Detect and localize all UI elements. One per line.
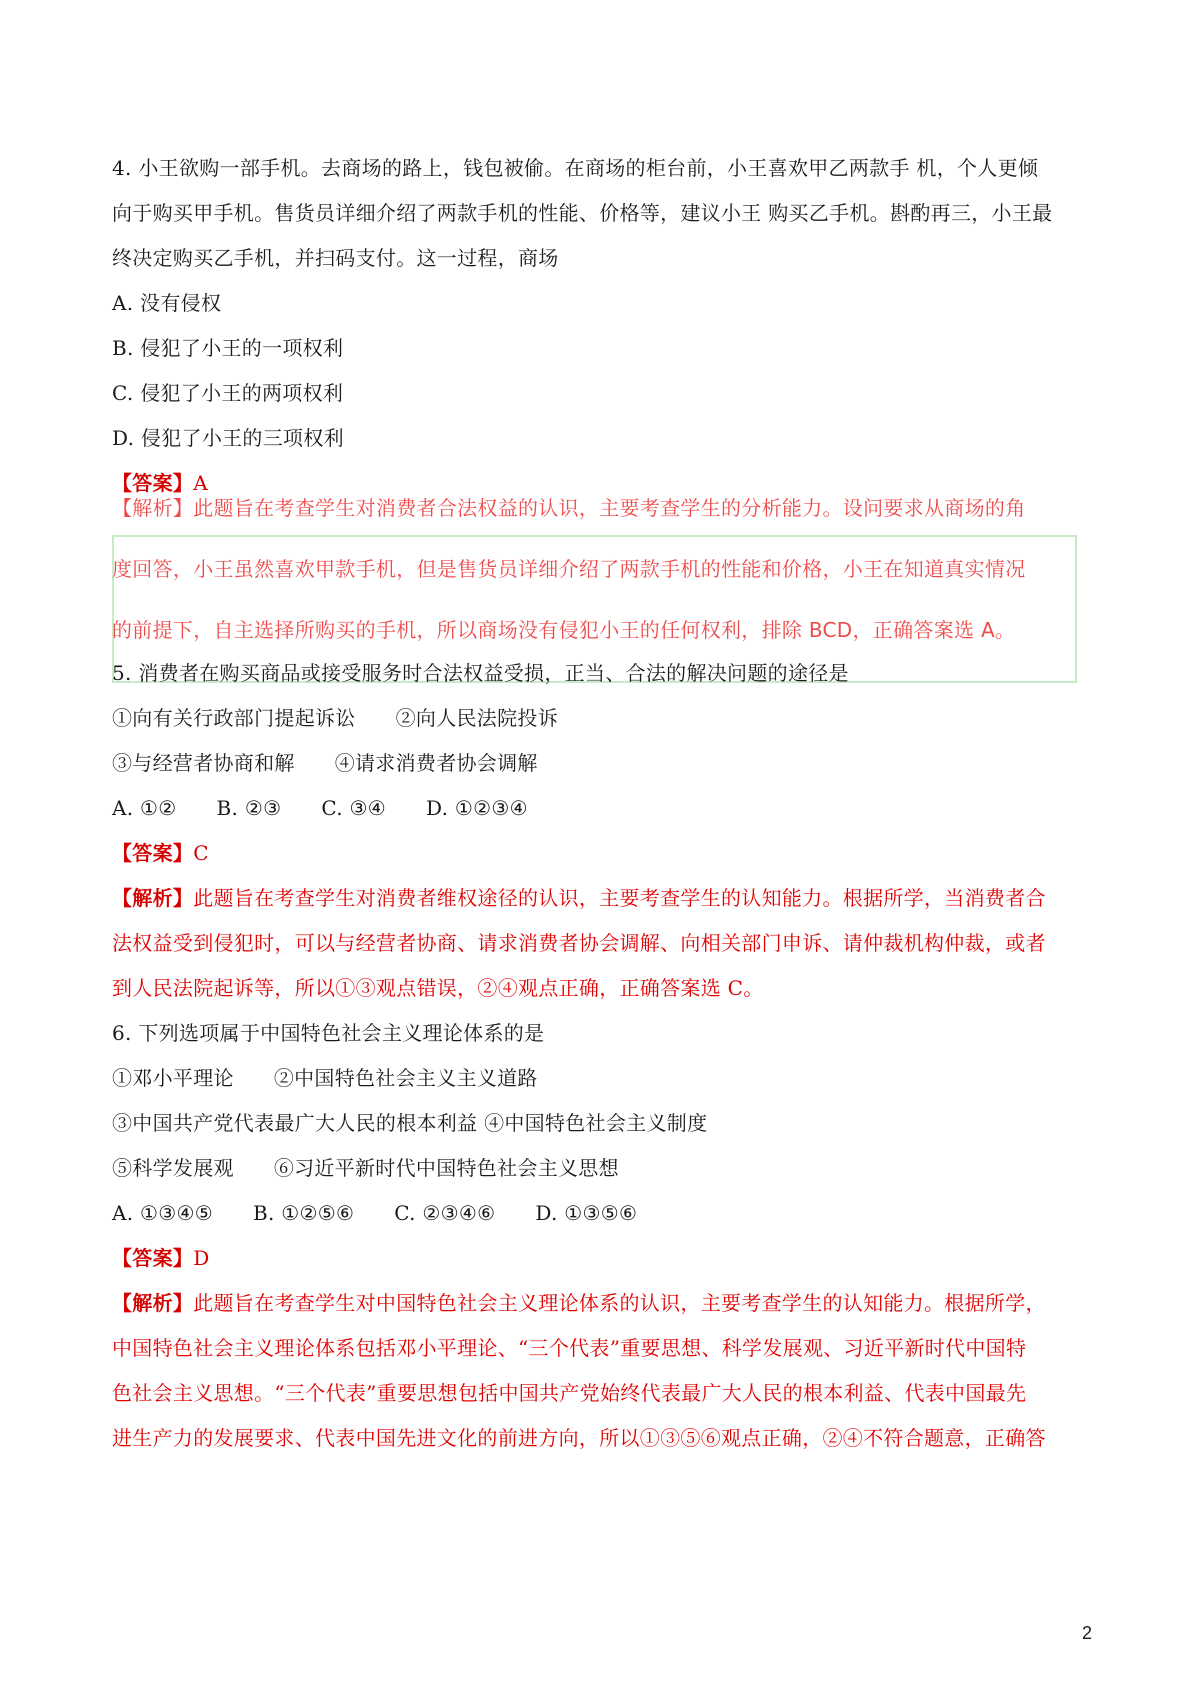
q4-option-d: D. 侵犯了小王的三项权利 [112, 426, 344, 450]
q5-item-1: ①向有关行政部门提起诉讼 [112, 706, 356, 730]
q6-item-3: ③中国共产党代表最广大人民的根本利益 [112, 1111, 478, 1135]
analysis-text: 此题旨在考查学生对消费者维权途径的认识，主要考查学生的认知能力。根据所学，当消费者合 [193, 886, 1046, 910]
answer-value: A [193, 471, 208, 495]
q5-option-c: C. ③④ [321, 796, 386, 820]
answer-label: 【答案】 [112, 841, 194, 865]
q5-option-a: A. ①② [112, 796, 177, 820]
q4-option-b: B. 侵犯了小王的一项权利 [112, 336, 344, 360]
q6-item-2: ②中国特色社会主义主义道路 [273, 1066, 538, 1090]
q6-option-d: D. ①③⑤⑥ [535, 1201, 638, 1225]
q6-answer [112, 1245, 210, 1271]
q6-items-row-2 [112, 1110, 707, 1136]
q5-option-b: B. ②③ [216, 796, 282, 820]
q4-stem-line-3: 终决定购买乙手机，并扫码支付。这一过程，商场 [112, 246, 559, 270]
q5-item-2: ②向人民法院投诉 [395, 706, 559, 730]
q5-item-3: ③与经营者协商和解 [112, 751, 295, 775]
q4-option-a: A. 没有侵权 [112, 291, 222, 315]
q6-stem: 6. 下列选项属于中国特色社会主义理论体系的是 [112, 1021, 545, 1045]
q5-answer [112, 840, 209, 866]
analysis-text: 此题旨在考查学生对消费者合法权益的认识，主要考查学生的分析能力。设问要求从商场的角 [193, 496, 1026, 520]
q4-answer [112, 470, 208, 496]
analysis-label: 【解析】 [112, 1291, 194, 1315]
q6-option-a: A. ①③④⑤ [112, 1201, 213, 1225]
q5-stem: 5. 消费者在购买商品或接受服务时合法权益受损，正当、合法的解决问题的途径是 [112, 661, 849, 685]
q6-items-row-3 [112, 1155, 659, 1181]
analysis-label: 【解析】 [112, 886, 194, 910]
analysis-label: 【解析】 [112, 496, 194, 520]
q4-analysis-line-3: 的前提下，自主选择所购买的手机，所以商场没有侵犯小王的任何权利，排除 BCD，正确答案选 A。 [112, 618, 1016, 642]
q4-stem-line-2: 向于购买甲手机。售货员详细介绍了两款手机的性能、价格等，建议小王 购买乙手机。斟酌再三，小王最 [112, 201, 1053, 225]
q6-item-5: ⑤科学发展观 [112, 1156, 234, 1180]
q5-analysis-line-2: 法权益受到侵犯时，可以与经营者协商、请求消费者协会调解、向相关部门申诉、请仲裁机构仲裁，或者 [112, 931, 1046, 955]
q6-analysis-line-1 [112, 1290, 1097, 1316]
q4-analysis-line-2: 度回答，小王虽然喜欢甲款手机，但是售货员详细介绍了两款手机的性能和价格，小王在知道真实情况 [112, 557, 1026, 581]
q6-analysis-line-4: 进生产力的发展要求、代表中国先进文化的前进方向，所以①③⑤⑥观点正确，②④不符合题意，正确答 [112, 1426, 1046, 1450]
q4-option-c: C. 侵犯了小王的两项权利 [112, 381, 344, 405]
q5-analysis-line-3: 到人民法院起诉等，所以①③观点错误，②④观点正确，正确答案选 C。 [112, 976, 764, 1000]
q6-item-6: ⑥习近平新时代中国特色社会主义思想 [273, 1156, 619, 1180]
answer-label: 【答案】 [112, 1246, 194, 1270]
q5-items-row-2 [112, 750, 578, 776]
q5-options [112, 795, 568, 821]
q6-options [112, 1200, 677, 1226]
q4-analysis-line-1 [112, 495, 1026, 521]
q5-item-4: ④请求消费者协会调解 [334, 751, 538, 775]
q5-option-d: D. ①②③④ [425, 796, 528, 820]
q6-analysis-line-3: 色社会主义思想。“三个代表”重要思想包括中国共产党始终代表最广大人民的根本利益、代表中国最先 [112, 1381, 1027, 1405]
q6-item-4: ④中国特色社会主义制度 [484, 1111, 708, 1135]
answer-label: 【答案】 [112, 471, 194, 495]
q5-analysis-line-1 [112, 885, 1097, 911]
q6-analysis-line-2: 中国特色社会主义理论体系包括邓小平理论、“三个代表”重要思想、科学发展观、习近平新时代中国特 [112, 1336, 1027, 1360]
q6-items-row-1 [112, 1065, 578, 1091]
page-number: 2 [1082, 1623, 1093, 1643]
q6-option-b: B. ①②⑤⑥ [252, 1201, 355, 1225]
answer-value: D [193, 1246, 210, 1270]
q4-stem-line-1: 4. 小王欲购一部手机。去商场的路上，钱包被偷。在商场的柜台前，小王喜欢甲乙两款手 机，个人更倾 [112, 156, 1039, 180]
q6-option-c: C. ②③④⑥ [394, 1201, 496, 1225]
q6-item-1: ①邓小平理论 [112, 1066, 234, 1090]
analysis-text: 此题旨在考查学生对中国特色社会主义理论体系的认识，主要考查学生的认知能力。根据所学， [193, 1291, 1046, 1315]
q5-items-row-1 [112, 705, 598, 731]
answer-value: C [193, 841, 209, 865]
